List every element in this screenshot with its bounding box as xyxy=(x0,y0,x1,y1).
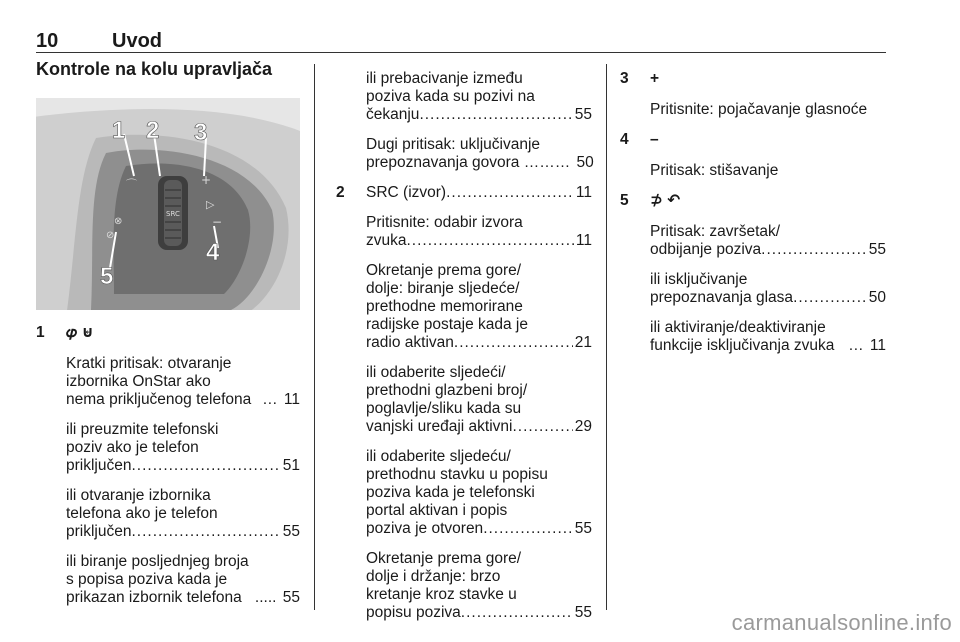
leader-sep: ……… xyxy=(519,154,575,171)
leader-dots xyxy=(483,520,573,538)
page-reference[interactable]: 55 xyxy=(574,520,592,537)
description-line xyxy=(650,337,886,355)
section-title: Kontrole na kolu upravljača xyxy=(36,59,273,79)
line-text: poziva kada je telefonski xyxy=(366,484,535,501)
line-text: telefona ako je telefon xyxy=(66,505,218,522)
description-line xyxy=(66,439,300,457)
line-text: prethodne memorirane xyxy=(366,298,523,315)
page-reference[interactable]: 50 xyxy=(868,289,886,306)
column-2 xyxy=(336,70,592,622)
description-line xyxy=(366,316,592,334)
description-line xyxy=(66,421,300,439)
line-text: Pritisak: stišavanje xyxy=(650,162,779,179)
leader-dots xyxy=(761,241,867,259)
line-text: poglavlje/sliku kada su xyxy=(366,400,522,417)
description-line xyxy=(366,382,592,400)
page-reference[interactable]: 55 xyxy=(868,241,886,258)
svg-text:⊘: ⊘ xyxy=(106,230,115,241)
callout-4: 4 xyxy=(206,239,220,266)
control-item xyxy=(36,324,300,607)
description-block xyxy=(66,355,300,409)
leader-sep: … xyxy=(843,337,868,354)
line-text: funkcije isključivanja zvuka xyxy=(650,337,835,354)
leader-dots xyxy=(512,418,572,436)
line-text: poziva kada su pozivi na xyxy=(366,88,535,105)
line-text: odbijanje poziva xyxy=(650,241,762,258)
description-block xyxy=(650,271,886,307)
steering-wheel-illustration xyxy=(36,98,300,310)
description-block xyxy=(366,70,592,124)
item-number: 3 xyxy=(620,70,629,87)
description-line xyxy=(366,214,592,232)
description-line xyxy=(650,162,886,180)
description-line xyxy=(650,101,886,119)
item-symbol: ⊅ ↶ xyxy=(650,192,681,209)
description-line xyxy=(650,271,886,289)
description-line xyxy=(66,373,300,391)
page-reference[interactable]: 29 xyxy=(574,418,592,435)
description-line xyxy=(66,505,300,523)
description-block xyxy=(366,364,592,436)
svg-text:⊗: ⊗ xyxy=(114,216,123,227)
description-block xyxy=(366,214,592,250)
description-line xyxy=(366,364,592,382)
item-symbol: – xyxy=(650,131,659,148)
description-line xyxy=(66,523,300,541)
description-line xyxy=(366,550,592,568)
line-text: radio aktivan xyxy=(366,334,454,351)
description-line xyxy=(66,589,300,607)
column-divider xyxy=(606,64,607,610)
description-line xyxy=(366,136,592,154)
description-block xyxy=(650,101,886,119)
description-block xyxy=(366,184,592,202)
line-text: Dugi pritisak: uključivanje xyxy=(366,136,541,153)
line-text: ili preuzmite telefonski xyxy=(66,421,219,438)
description-block xyxy=(650,162,886,180)
description-line xyxy=(366,502,592,520)
description-line xyxy=(650,223,886,241)
description-line xyxy=(366,520,592,538)
description-line xyxy=(366,154,592,172)
description-block xyxy=(66,487,300,541)
description-line xyxy=(66,391,300,409)
line-text: Kratki pritisak: otvaranje xyxy=(66,355,232,372)
line-text: SRC (izvor) xyxy=(366,184,447,201)
description-line xyxy=(366,262,592,280)
control-item xyxy=(336,70,592,172)
line-text: dolje i držanje: brzo xyxy=(366,568,501,585)
description-line xyxy=(366,232,592,250)
leader-dots xyxy=(793,289,867,307)
description-line xyxy=(66,457,300,475)
line-text: Okretanje prema gore/ xyxy=(366,550,522,567)
description-line xyxy=(366,568,592,586)
svg-text:▷: ▷ xyxy=(206,198,215,211)
line-text: prethodni glazbeni broj/ xyxy=(366,382,528,399)
line-text: vanjski uređaji aktivni xyxy=(366,418,513,435)
page-reference[interactable]: 51 xyxy=(282,457,300,474)
control-item xyxy=(620,131,886,180)
description-line xyxy=(66,553,300,571)
description-line xyxy=(366,106,592,124)
line-text: poziva je otvoren xyxy=(366,520,484,537)
page-reference[interactable]: 11 xyxy=(575,232,592,249)
line-text: Okretanje prema gore/ xyxy=(366,262,522,279)
description-block xyxy=(650,223,886,259)
page-reference[interactable]: 21 xyxy=(574,334,592,351)
column-3 xyxy=(620,70,886,355)
line-text: ili isključivanje xyxy=(650,271,748,288)
page-number: 10 xyxy=(36,30,59,52)
item-number: 4 xyxy=(620,131,629,148)
description-block xyxy=(366,448,592,538)
line-text: priključen xyxy=(66,457,132,474)
page-reference[interactable]: 55 xyxy=(282,589,300,606)
description-line xyxy=(366,70,592,88)
line-text: s popisa poziva kada je xyxy=(66,571,228,588)
line-text: ili otvaranje izbornika xyxy=(66,487,211,504)
line-text: ili prebacivanje između xyxy=(366,70,523,87)
line-text: ili odaberite sljedeći/ xyxy=(366,364,506,381)
line-text: Pritisak: završetak/ xyxy=(650,223,781,240)
line-text: Pritisnite: pojačavanje glasnoće xyxy=(650,101,868,118)
page-reference[interactable]: 11 xyxy=(283,391,300,408)
line-text: prikazan izbornik telefona xyxy=(66,589,242,606)
line-text: nema priključenog telefona xyxy=(66,391,252,408)
description-line xyxy=(650,241,886,259)
description-line xyxy=(366,280,592,298)
description-line xyxy=(366,418,592,436)
description-block xyxy=(66,421,300,475)
callout-5: 5 xyxy=(100,263,114,290)
leader-dots xyxy=(407,232,574,250)
page-reference[interactable]: 55 xyxy=(574,106,592,123)
leader-dots xyxy=(131,457,280,475)
chapter-title: Uvod xyxy=(112,30,162,52)
line-text: prepoznavanja govora xyxy=(366,154,520,171)
description-line xyxy=(66,571,300,589)
description-line xyxy=(650,319,886,337)
page-reference[interactable]: 55 xyxy=(574,604,592,621)
leader-dots xyxy=(454,334,573,352)
description-block xyxy=(650,319,886,355)
svg-text:SRC: SRC xyxy=(166,210,180,218)
leader-sep: ..... xyxy=(250,589,281,606)
line-text: portal aktivan i popis xyxy=(366,502,508,519)
description-line xyxy=(66,355,300,373)
page-reference[interactable]: 11 xyxy=(869,337,886,354)
line-text: kretanje kroz stavke u xyxy=(366,586,517,603)
steering-wheel-figure xyxy=(36,98,300,310)
line-text: ili odaberite sljedeću/ xyxy=(366,448,511,465)
description-line xyxy=(66,487,300,505)
leader-sep: … xyxy=(257,391,282,408)
description-line xyxy=(366,88,592,106)
svg-text:−: − xyxy=(212,215,223,229)
svg-text:⌒: ⌒ xyxy=(126,178,137,191)
description-line xyxy=(366,334,592,352)
description-line xyxy=(650,289,886,307)
line-text: dolje: biranje sljedeće/ xyxy=(366,280,520,297)
item-symbol: 𝜑 ⊌ xyxy=(66,324,94,341)
item-number: 5 xyxy=(620,192,629,209)
leader-dots xyxy=(446,184,574,202)
line-text: ili biranje posljednjeg broja xyxy=(66,553,249,570)
line-text: Pritisnite: odabir izvora xyxy=(366,214,523,231)
description-block xyxy=(366,136,592,172)
line-text: prepoznavanja glasa xyxy=(650,289,794,306)
description-line xyxy=(366,184,592,202)
control-item xyxy=(620,70,886,119)
line-text: izbornika OnStar ako xyxy=(66,373,211,390)
item-symbol: + xyxy=(650,70,660,87)
line-text: prethodnu stavku u popisu xyxy=(366,466,548,483)
description-block xyxy=(66,553,300,607)
line-text: ili aktiviranje/deaktiviranje xyxy=(650,319,826,336)
description-line xyxy=(366,604,592,622)
item-number: 1 xyxy=(36,324,45,341)
description-line xyxy=(366,466,592,484)
page-reference[interactable]: 55 xyxy=(282,523,300,540)
line-text: poziv ako je telefon xyxy=(66,439,199,456)
column-1 xyxy=(36,60,300,607)
control-item xyxy=(620,192,886,355)
description-line xyxy=(366,484,592,502)
watermark: carmanualsonline.info xyxy=(731,610,952,635)
line-text: čekanju xyxy=(366,106,420,123)
item-number: 2 xyxy=(336,184,345,201)
leader-dots xyxy=(419,106,572,124)
leader-dots xyxy=(461,604,573,622)
callout-3: 3 xyxy=(194,119,208,146)
line-text: zvuka xyxy=(366,232,407,249)
description-block xyxy=(366,550,592,622)
page-reference[interactable]: 11 xyxy=(575,184,592,201)
line-text: popisu poziva xyxy=(366,604,461,621)
line-text: priključen xyxy=(66,523,132,540)
description-block xyxy=(366,262,592,352)
control-item xyxy=(336,184,592,622)
page-header xyxy=(36,30,886,54)
callout-2: 2 xyxy=(146,117,160,144)
header-rule xyxy=(36,52,886,53)
leader-dots xyxy=(131,523,280,541)
column-divider xyxy=(314,64,315,610)
page-reference[interactable]: 50 xyxy=(576,154,594,171)
svg-text:+: + xyxy=(201,173,212,187)
description-line xyxy=(366,400,592,418)
description-line xyxy=(366,586,592,604)
line-text: radijske postaje kada je xyxy=(366,316,528,333)
callout-1: 1 xyxy=(112,117,126,144)
description-line xyxy=(366,298,592,316)
description-line xyxy=(366,448,592,466)
